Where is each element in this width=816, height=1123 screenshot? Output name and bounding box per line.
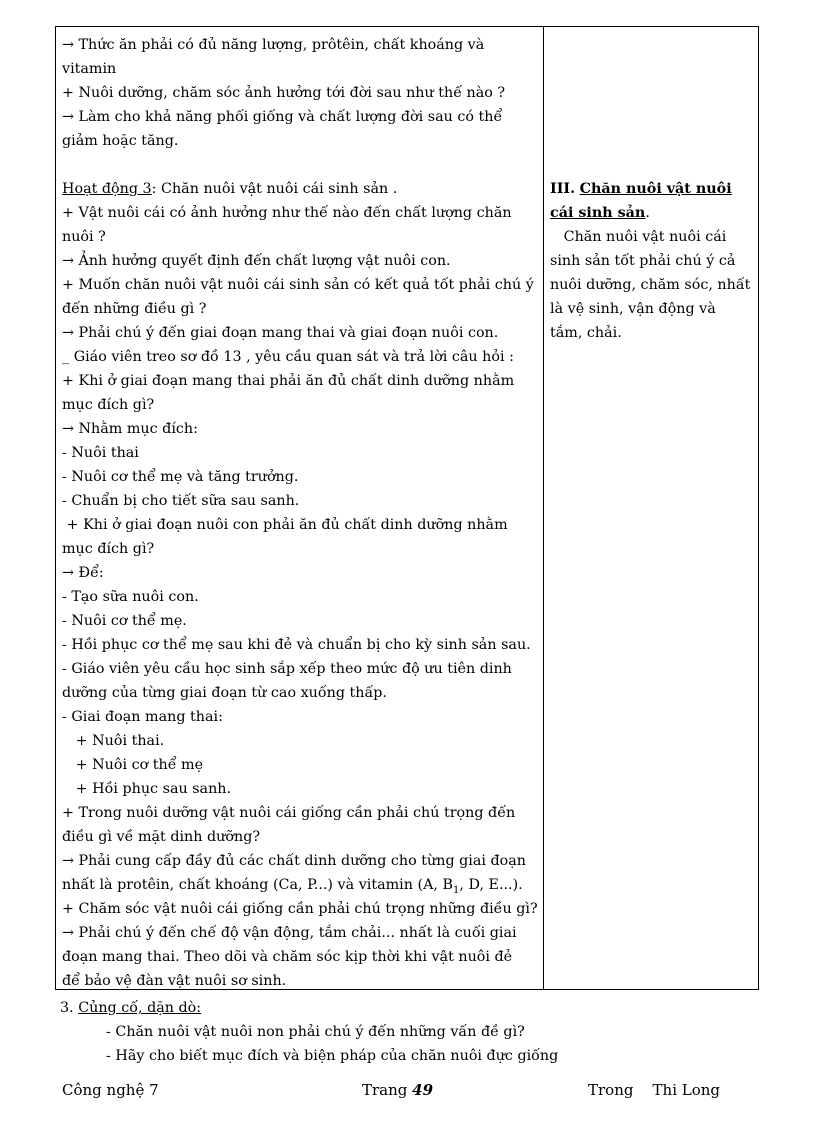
text-line: → Để:	[62, 565, 104, 581]
vitamin-text-end: , D, E...).	[459, 877, 523, 893]
footer-author: Trong Thi Long	[588, 1081, 721, 1099]
teacher-student-activities-column	[62, 33, 538, 993]
content-line: nuôi dưỡng, chăm sóc, nhất	[550, 277, 751, 293]
text-line: giảm hoặc tăng.	[62, 133, 179, 149]
text-line: - Chuẩn bị cho tiết sữa sau sanh.	[62, 493, 300, 509]
text-line	[62, 873, 538, 897]
content-line: sinh sản tốt phải chú ý cả	[550, 253, 736, 269]
text-line: → Thức ăn phải có đủ năng lượng, prôtêin, chất khoáng và	[62, 37, 485, 53]
text-line: - Nuôi thai	[62, 445, 139, 461]
content-line: tắm, chải.	[550, 325, 622, 341]
text-line: + Nuôi thai.	[62, 733, 165, 749]
text-line: → Phải cung cấp đầy đủ các chất dinh dưỡng cho từng giai đoạn	[62, 853, 526, 869]
consolidation-heading	[60, 996, 780, 1020]
vitamin-text: nhất là protêin, chất khoáng (Ca, P...) và vitamin (A, B	[62, 877, 453, 893]
text-line: + Vật nuôi cái có ảnh hưởng như thế nào đến chất lượng chăn	[62, 205, 512, 221]
text-line: điều gì về mặt dinh dưỡng?	[62, 829, 261, 845]
text-line: + Nuôi dưỡng, chăm sóc ảnh hưởng tới đời sau như thế nào ?	[62, 85, 506, 101]
text-line: - Giai đoạn mang thai:	[62, 709, 223, 725]
column-divider	[543, 27, 544, 989]
text-line: dưỡng của từng giai đoạn từ cao xuống thấp.	[62, 685, 387, 701]
text-line: - Nuôi cơ thể mẹ.	[62, 613, 187, 629]
content-line: Chăn nuôi vật nuôi cái	[550, 229, 727, 245]
text-line: - Hồi phục cơ thể mẹ sau khi đẻ và chuẩn bị cho kỳ sinh sản sau.	[62, 637, 531, 653]
section-number: III.	[550, 181, 576, 197]
subscript: 1	[453, 884, 460, 896]
footer-page-number: 49	[412, 1081, 434, 1099]
consolidation-number: 3.	[60, 1000, 79, 1016]
section-title-line2: cái sinh sản	[550, 205, 646, 221]
footer-page-label: Trang	[362, 1081, 413, 1099]
text-line: mục đích gì?	[62, 397, 155, 413]
text-line: → Nhằm mục đích:	[62, 421, 198, 437]
consolidation-section	[60, 996, 780, 1068]
text-line: nuôi ?	[62, 229, 106, 245]
text-line: _ Giáo viên treo sơ đồ 13 , yêu cầu quan sát và trả lời câu hỏi :	[62, 349, 514, 365]
text-line: + Nuôi cơ thể mẹ	[62, 757, 204, 773]
text-line: + Muốn chăn nuôi vật nuôi cái sinh sản có kết quả tốt phải chú ý	[62, 277, 534, 293]
content-line: là vệ sinh, vận động và	[550, 301, 716, 317]
activity-label: Hoạt động 3	[62, 181, 152, 197]
text-line: + Khi ở giai đoạn mang thai phải ăn đủ chất dinh dưỡng nhằm	[62, 373, 515, 389]
text-line: + Khi ở giai đoạn nuôi con phải ăn đủ chất dinh dưỡng nhằm	[62, 517, 508, 533]
text-line: đến những điều gì ?	[62, 301, 207, 317]
text-line: đoạn mang thai. Theo dõi và chăm sóc kịp thời khi vật nuôi đẻ	[62, 949, 513, 965]
text-line: - Giáo viên yêu cầu học sinh sắp xếp theo mức độ ưu tiên dinh	[62, 661, 512, 677]
lesson-table	[55, 26, 759, 990]
content-column	[550, 177, 754, 345]
section-heading	[550, 177, 754, 201]
text-line: → Làm cho khả năng phối giống và chất lượng đời sau có thể	[62, 109, 503, 125]
text-line: vitamin	[62, 61, 117, 77]
section-body	[550, 225, 754, 345]
text-line: + Hồi phục sau sanh.	[62, 781, 232, 797]
text-line: + Chăm sóc vật nuôi cái giống cần phải chú trọng những điều gì?	[62, 901, 538, 917]
footer-subject: Công nghệ 7	[62, 1081, 159, 1099]
text-line: - Tạo sữa nuôi con.	[62, 589, 199, 605]
blank-line	[62, 153, 538, 177]
text-line: → Ảnh hưởng quyết định đến chất lượng vật nuôi con.	[62, 253, 451, 269]
text-line: - Nuôi cơ thể mẹ và tăng trưởng.	[62, 469, 299, 485]
text-line: để bảo vệ đàn vật nuôi sơ sinh.	[62, 973, 287, 989]
text-line: → Phải chú ý đến giai đoạn mang thai và giai đoạn nuôi con.	[62, 325, 499, 341]
activity-heading	[62, 177, 538, 201]
text-line: → Phải chú ý đến chế độ vận động, tắm chải... nhất là cuối giai	[62, 925, 517, 941]
consolidation-item: - Hãy cho biết mục đích và biện pháp của chăn nuôi đực giống	[106, 1048, 559, 1064]
section-title-period: .	[645, 205, 650, 221]
consolidation-title: Củng cố, dặn dò:	[78, 1000, 202, 1016]
text-line: + Trong nuôi dưỡng vật nuôi cái giống cần phải chú trọng đến	[62, 805, 516, 821]
text-line: mục đích gì?	[62, 541, 155, 557]
section-title-line1: Chăn nuôi vật nuôi	[579, 181, 732, 197]
consolidation-item: - Chăn nuôi vật nuôi non phải chú ý đến những vấn đề gì?	[106, 1024, 525, 1040]
footer-page	[362, 1080, 433, 1100]
activity-title: : Chăn nuôi vật nuôi cái sinh sản .	[151, 181, 398, 197]
section-heading-cont	[550, 201, 754, 225]
